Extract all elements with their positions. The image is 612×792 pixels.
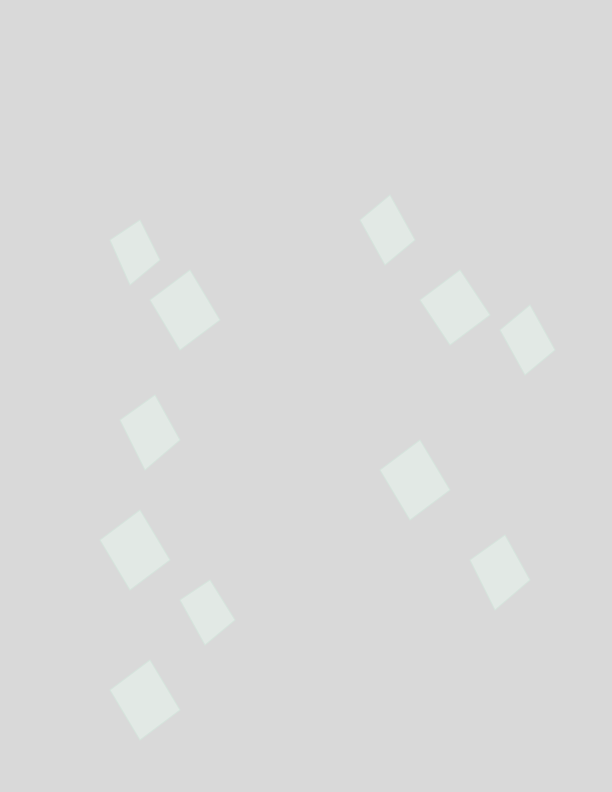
document-body	[86, 56, 570, 70]
